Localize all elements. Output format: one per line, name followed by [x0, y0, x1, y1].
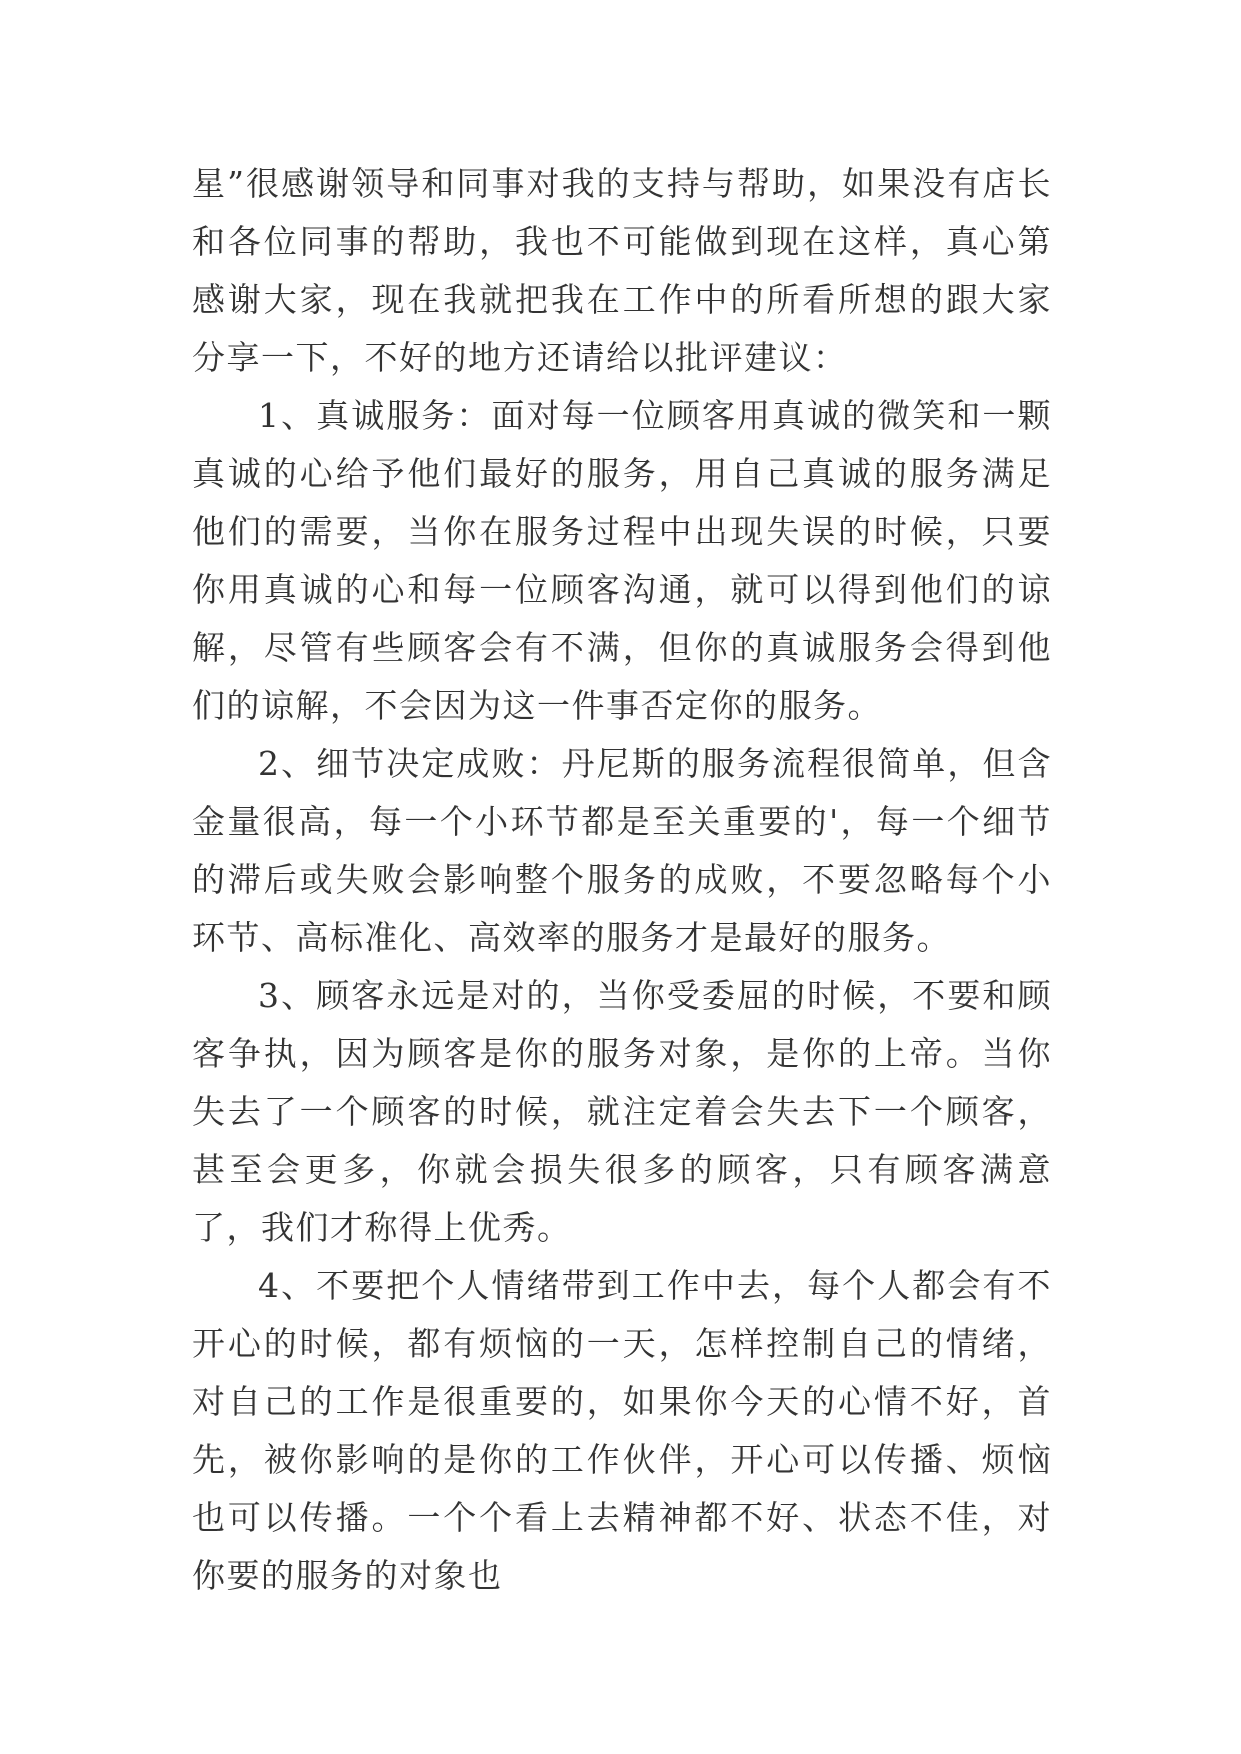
- paragraph-customer-always-right: 3、顾客永远是对的，当你受委屈的时候，不要和顾客争执，因为顾客是你的服务对象，是你的上帝。当你失去了一个顾客的时候，就注定着会失去下一个顾客，甚至会更多，你就会损失很多的顾客，只有顾客满意了，我们才称得上优秀。: [192, 976, 1052, 1247]
- paragraph-continuation: 星”很感谢领导和同事对我的支持与帮助，如果没有店长和各位同事的帮助，我也不可能做到现在这样，真心第感谢大家，现在我就把我在工作中的所看所想的跟大家分享一下，不好的地方还请给以批评建议：: [192, 164, 1052, 377]
- document-body: [192, 155, 1052, 1605]
- paragraph-emotions-at-work: 4、不要把个人情绪带到工作中去，每个人都会有不开心的时候，都有烦恼的一天，怎样控制自己的情绪，对自己的工作是很重要的，如果你今天的心情不好，首先，被你影响的是你的工作伙伴，开心可以传播、烦恼也可以传播。一个个看上去精神都不好、状态不佳，对你要的服务的对象也: [192, 1266, 1052, 1595]
- paragraph-details-decide-success: 2、细节决定成败：丹尼斯的服务流程很简单，但含金量很高，每一个小环节都是至关重要的'，每一个细节的滞后或失败会影响整个服务的成败，不要忽略每个小环节、高标准化、高效率的服务才是最好的服务。: [192, 744, 1052, 957]
- paragraph-sincere-service: 1、真诚服务：面对每一位顾客用真诚的微笑和一颗真诚的心给予他们最好的服务，用自己真诚的服务满足他们的需要，当你在服务过程中出现失误的时候，只要你用真诚的心和每一位顾客沟通，就可以得到他们的谅解，尽管有些顾客会有不满，但你的真诚服务会得到他们的谅解，不会因为这一件事否定你的服务。: [192, 396, 1052, 725]
